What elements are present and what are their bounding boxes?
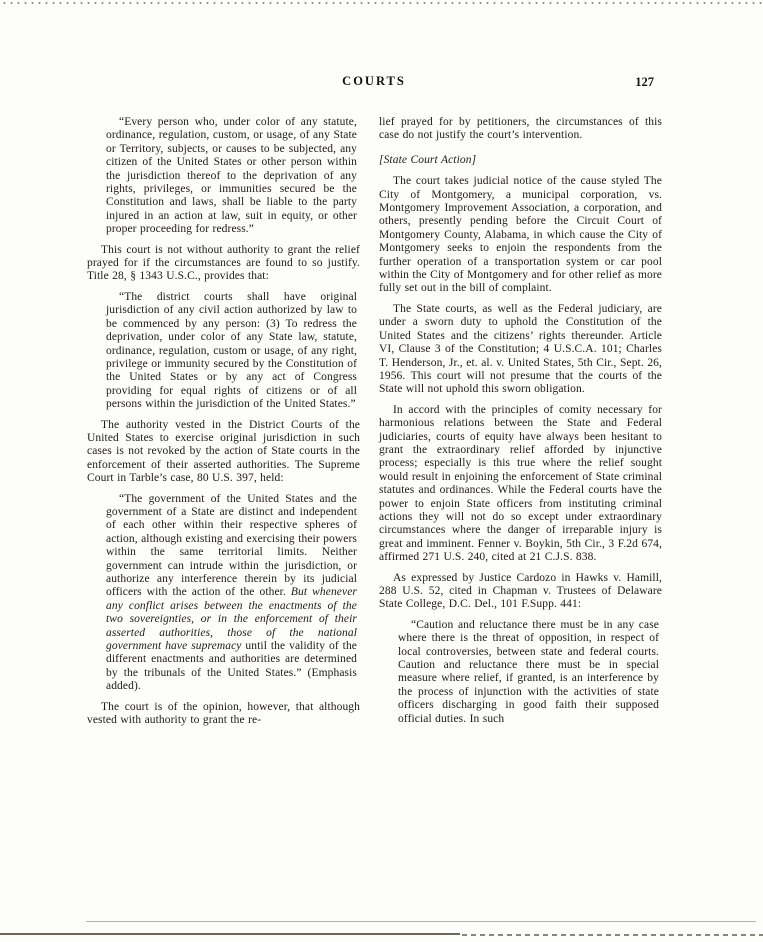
- plain-text: “The government of the United States and the government of a State are distinct and independent of each other within their respective spheres of action, although existing and exercising their powers within the same territorial limits. Neither government can intrude within the jurisdiction, or authorize any interference therein by its judicial officers with the action of the other.: [106, 492, 357, 599]
- quote-paragraph: “Every person who, under color of any statute, ordinance, regulation, custom, or usage, of any State or Territory, subjects, or causes to be subjected, any citizen of the United States or other person within the jurisdiction thereof to the deprivation of any rights, privileges, or immunities secured be the Constitution and laws, shall be liable to the party injured in an action at law, suit in equity, or other proper proceeding for redress.”: [106, 116, 357, 236]
- right-column: [379, 116, 662, 734]
- body-paragraph: lief prayed for by petitioners, the circumstances of this case do not justify the court’s intervention.: [379, 116, 662, 142]
- text-columns: [87, 116, 662, 734]
- quote-paragraph: [106, 493, 357, 694]
- body-paragraph: As expressed by Justice Cardozo in Hawks v. Hamill, 288 U.S. 52, cited in Chapman v. Trustees of Delaware State College, D.C. Del., 101 F.Supp. 441:: [379, 571, 662, 611]
- page-header: [86, 74, 662, 90]
- emphasized-text: But whenever any conflict arises between the enactments of the two sovereignties, or in the enforcement of their asserted authorities, those of the national government have supremacy: [106, 586, 357, 653]
- quote-paragraph: “The district courts shall have original jurisdiction of any civil action authorized by law to be commenced by any person: (3) To redress the deprivation, under color of any State law, statute, ordinance, regulation, custom or usage, of any right, privilege or immunity secured by the Constitution of the United States or by any act of Congress providing for equal rights of citizens or of all persons within the jurisdiction of the United States.”: [106, 290, 357, 411]
- bottom-edge-line: [0, 933, 460, 935]
- running-title: COURTS: [342, 74, 406, 88]
- bottom-rule: [86, 921, 756, 922]
- page-number: 127: [635, 75, 654, 89]
- bottom-edge-dashes: [462, 934, 763, 936]
- quote-paragraph: “Caution and reluctance there must be in any case where there is the threat of opposition, in respect of local controversies, between state and federal courts. Caution and reluctance there must be in special measure where relief, if granted, is an interference by the process of injunction with the activities of state officers discharging in good faith their supposed official duties. In such: [398, 618, 659, 725]
- left-column: [87, 116, 360, 734]
- body-paragraph: The court is of the opinion, however, that although vested with authority to grant the re-: [87, 700, 360, 727]
- body-paragraph: The authority vested in the District Courts of the United States to exercise original jurisdiction in such cases is not revoked by the action of State courts in the enforcement of their asserted authorities. The Supreme Court in Tarble’s case, 80 U.S. 397, held:: [87, 418, 360, 485]
- body-paragraph: This court is not without authority to grant the relief prayed for if the circumstances are found to so justify. Title 28, § 1343 U.S.C., provides that:: [87, 243, 360, 283]
- body-paragraph: In accord with the principles of comity necessary for harmonious relations between the State and Federal judiciaries, courts of equity have always been hesitant to grant the extraordinary relief afforded by injunctive process; especially is this true where the relief sought would result in enjoining the enforcement of State criminal statutes and ordinances. While the Federal courts have the power to enjoin State officers from instituting criminal actions they will not do so except under extraordinary circumstances where the danger of irreparable injury is great and imminent. Fenner v. Boykin, 5th Cir., 3 F.2d 674, affirmed 271 U.S. 240, cited at 21 C.J.S. 838.: [379, 403, 662, 564]
- page-top-perforation: [0, 0, 763, 6]
- body-paragraph: The court takes judicial notice of the cause styled The City of Montgomery, a municipal corporation, vs. Montgomery Improvement Association, a corporation, and others, presently pending before the Circuit Court of Montgomery County, Alabama, in which cause the City of Montgomery seeks to enjoin the respondents from the further operation of a transportation system or car pool within the City of Montgomery and for other relief as more fully set out in the bill of complaint.: [379, 175, 662, 295]
- section-heading: [State Court Action]: [379, 153, 477, 166]
- body-paragraph: The State courts, as well as the Federal judiciary, are under a sworn duty to uphold the Constitution of the United States and the citizens’ rights thereunder. Article VI, Clause 3 of the Constitution; 4 U.S.C.A. 101; Charles T. Henderson, Jr., et. al. v. United States, 5th Cir., Sept. 26, 1956. This court will not presume that the courts of the State will not uphold this sworn obligation.: [379, 302, 662, 396]
- plain-text: until the validity of the different enactments and authorities are determined by the tribunals of the United States.” (Emphasis added).: [106, 640, 357, 693]
